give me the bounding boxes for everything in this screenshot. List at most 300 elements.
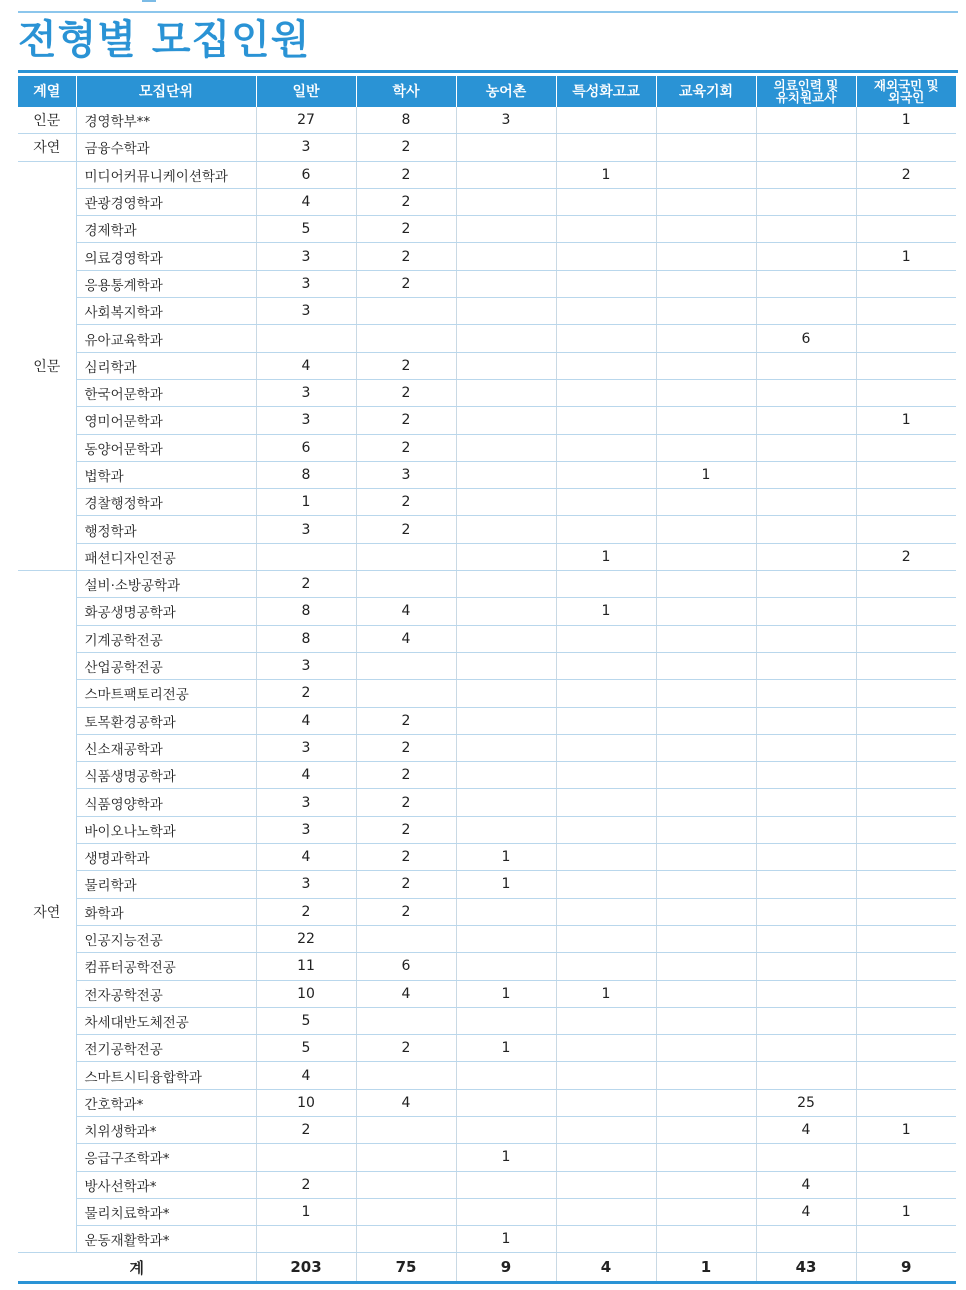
unit-cell: 화공생명공학과	[76, 598, 256, 625]
rural-cell	[456, 216, 556, 243]
opportunity-cell	[656, 1116, 756, 1143]
header-medical-line2: 유치원교사	[775, 89, 837, 105]
vocational-cell	[556, 1226, 656, 1253]
rural-cell	[456, 1116, 556, 1143]
vocational-cell	[556, 1198, 656, 1225]
general-cell: 3	[256, 816, 356, 843]
rural-cell	[456, 789, 556, 816]
overseas-cell	[856, 789, 956, 816]
general-cell: 3	[256, 298, 356, 325]
general-cell: 4	[256, 188, 356, 215]
general-cell: 3	[256, 789, 356, 816]
unit-cell: 사회복지학과	[76, 298, 256, 325]
general-cell: 11	[256, 953, 356, 980]
unit-cell: 경찰행정학과	[76, 489, 256, 516]
opportunity-cell	[656, 1089, 756, 1116]
rural-cell	[456, 352, 556, 379]
overseas-cell	[856, 270, 956, 297]
vocational-cell: 1	[556, 598, 656, 625]
vocational-cell	[556, 762, 656, 789]
rural-cell	[456, 816, 556, 843]
title-underline	[18, 70, 958, 73]
vocational-cell	[556, 1116, 656, 1143]
medical-cell	[756, 543, 856, 570]
unit-cell: 운동재활학과*	[76, 1226, 256, 1253]
vocational-cell	[556, 1062, 656, 1089]
medical-cell	[756, 571, 856, 598]
opportunity-cell	[656, 1007, 756, 1034]
admissions-table	[18, 76, 956, 1284]
general-cell: 4	[256, 707, 356, 734]
bachelor-cell	[356, 571, 456, 598]
bachelor-cell: 2	[356, 188, 456, 215]
bachelor-cell: 4	[356, 1089, 456, 1116]
bachelor-cell	[356, 652, 456, 679]
medical-cell	[756, 1062, 856, 1089]
medical-cell	[756, 953, 856, 980]
rural-cell	[456, 707, 556, 734]
bachelor-cell: 2	[356, 161, 456, 188]
rural-cell	[456, 762, 556, 789]
bachelor-cell: 2	[356, 844, 456, 871]
unit-cell: 한국어문학과	[76, 379, 256, 406]
general-cell: 8	[256, 461, 356, 488]
rural-cell: 1	[456, 980, 556, 1007]
total-bachelor: 75	[356, 1253, 456, 1283]
overseas-cell: 2	[856, 543, 956, 570]
overseas-cell	[856, 571, 956, 598]
medical-cell	[756, 762, 856, 789]
bachelor-cell: 2	[356, 379, 456, 406]
medical-cell: 25	[756, 1089, 856, 1116]
bachelor-cell: 4	[356, 625, 456, 652]
opportunity-cell	[656, 352, 756, 379]
rural-cell	[456, 379, 556, 406]
table-row	[18, 188, 956, 215]
table-row	[18, 107, 956, 134]
general-cell: 1	[256, 1198, 356, 1225]
overseas-cell	[856, 1171, 956, 1198]
unit-cell: 심리학과	[76, 352, 256, 379]
bachelor-cell	[356, 1007, 456, 1034]
vocational-cell	[556, 461, 656, 488]
general-cell: 3	[256, 407, 356, 434]
general-cell: 10	[256, 1089, 356, 1116]
medical-cell	[756, 188, 856, 215]
rural-cell	[456, 734, 556, 761]
overseas-cell	[856, 1062, 956, 1089]
bachelor-cell: 2	[356, 489, 456, 516]
medical-cell	[756, 789, 856, 816]
unit-cell: 법학과	[76, 461, 256, 488]
general-cell: 8	[256, 625, 356, 652]
rural-cell	[456, 680, 556, 707]
overseas-cell: 1	[856, 1116, 956, 1143]
bachelor-cell: 3	[356, 461, 456, 488]
unit-cell: 치위생학과*	[76, 1116, 256, 1143]
overseas-cell: 2	[856, 161, 956, 188]
bachelor-cell	[356, 298, 456, 325]
vocational-cell	[556, 325, 656, 352]
table-row	[18, 1171, 956, 1198]
vocational-cell	[556, 216, 656, 243]
vocational-cell	[556, 134, 656, 161]
opportunity-cell	[656, 270, 756, 297]
opportunity-cell	[656, 625, 756, 652]
table-row	[18, 434, 956, 461]
opportunity-cell	[656, 598, 756, 625]
total-opportunity: 1	[656, 1253, 756, 1283]
category-cell: 인문	[18, 107, 76, 134]
unit-cell: 생명과학과	[76, 844, 256, 871]
rural-cell: 1	[456, 844, 556, 871]
overseas-cell	[856, 652, 956, 679]
vocational-cell	[556, 489, 656, 516]
vocational-cell	[556, 680, 656, 707]
table-row	[18, 980, 956, 1007]
medical-cell	[756, 816, 856, 843]
medical-cell	[756, 707, 856, 734]
rural-cell	[456, 298, 556, 325]
overseas-cell	[856, 980, 956, 1007]
vocational-cell	[556, 571, 656, 598]
rural-cell: 1	[456, 1226, 556, 1253]
vocational-cell	[556, 625, 656, 652]
vocational-cell	[556, 1035, 656, 1062]
overseas-cell	[856, 325, 956, 352]
table-row	[18, 516, 956, 543]
rural-cell: 1	[456, 871, 556, 898]
table-row	[18, 925, 956, 952]
table-row	[18, 161, 956, 188]
bachelor-cell	[356, 1226, 456, 1253]
rural-cell	[456, 270, 556, 297]
opportunity-cell	[656, 134, 756, 161]
general-cell: 4	[256, 844, 356, 871]
general-cell	[256, 325, 356, 352]
header-row	[18, 76, 956, 107]
header-overseas-line2: 외국인	[888, 89, 925, 105]
general-cell: 3	[256, 871, 356, 898]
general-cell: 3	[256, 243, 356, 270]
table-row	[18, 680, 956, 707]
bachelor-cell: 2	[356, 871, 456, 898]
overseas-cell	[856, 734, 956, 761]
overseas-cell	[856, 762, 956, 789]
vocational-cell	[556, 898, 656, 925]
total-row	[18, 1253, 956, 1283]
table-row	[18, 461, 956, 488]
category-cell: 자연	[18, 571, 76, 1253]
medical-cell	[756, 516, 856, 543]
opportunity-cell	[656, 434, 756, 461]
medical-cell	[756, 489, 856, 516]
general-cell	[256, 1144, 356, 1171]
opportunity-cell	[656, 871, 756, 898]
vocational-cell	[556, 516, 656, 543]
unit-cell: 유아교육학과	[76, 325, 256, 352]
vocational-cell	[556, 270, 656, 297]
vocational-cell	[556, 379, 656, 406]
unit-cell: 패션디자인전공	[76, 543, 256, 570]
bachelor-cell: 2	[356, 707, 456, 734]
overseas-cell: 1	[856, 243, 956, 270]
opportunity-cell	[656, 1035, 756, 1062]
general-cell: 10	[256, 980, 356, 1007]
unit-cell: 관광경영학과	[76, 188, 256, 215]
bachelor-cell	[356, 1144, 456, 1171]
vocational-cell	[556, 352, 656, 379]
header-rural: 농어촌	[456, 76, 556, 107]
vocational-cell	[556, 1007, 656, 1034]
general-cell: 8	[256, 598, 356, 625]
medical-cell	[756, 352, 856, 379]
vocational-cell	[556, 1144, 656, 1171]
bachelor-cell: 8	[356, 107, 456, 134]
vocational-cell	[556, 407, 656, 434]
bachelor-cell	[356, 1198, 456, 1225]
bachelor-cell: 2	[356, 516, 456, 543]
table-row	[18, 871, 956, 898]
table-row	[18, 352, 956, 379]
medical-cell	[756, 243, 856, 270]
general-cell	[256, 1226, 356, 1253]
unit-cell: 토목환경공학과	[76, 707, 256, 734]
opportunity-cell	[656, 107, 756, 134]
overseas-cell	[856, 434, 956, 461]
vocational-cell	[556, 953, 656, 980]
bachelor-cell: 4	[356, 598, 456, 625]
medical-cell: 4	[756, 1198, 856, 1225]
opportunity-cell	[656, 816, 756, 843]
general-cell: 5	[256, 216, 356, 243]
header-medical-line1: 의료인력 및	[773, 77, 839, 93]
table-row	[18, 571, 956, 598]
rural-cell	[456, 407, 556, 434]
opportunity-cell	[656, 789, 756, 816]
header-general: 일반	[256, 76, 356, 107]
unit-cell: 스마트시티융합학과	[76, 1062, 256, 1089]
opportunity-cell	[656, 707, 756, 734]
opportunity-cell	[656, 543, 756, 570]
bachelor-cell: 2	[356, 734, 456, 761]
vocational-cell	[556, 298, 656, 325]
table-row	[18, 298, 956, 325]
total-medical: 43	[756, 1253, 856, 1283]
general-cell: 6	[256, 434, 356, 461]
vocational-cell	[556, 816, 656, 843]
table-row	[18, 1062, 956, 1089]
general-cell	[256, 543, 356, 570]
general-cell: 2	[256, 571, 356, 598]
medical-cell	[756, 379, 856, 406]
general-cell: 4	[256, 762, 356, 789]
rural-cell	[456, 434, 556, 461]
general-cell: 3	[256, 516, 356, 543]
unit-cell: 의료경영학과	[76, 243, 256, 270]
bachelor-cell	[356, 1062, 456, 1089]
table-row	[18, 134, 956, 161]
bachelor-cell: 2	[356, 1035, 456, 1062]
medical-cell	[756, 734, 856, 761]
vocational-cell	[556, 1171, 656, 1198]
opportunity-cell	[656, 1198, 756, 1225]
medical-cell	[756, 298, 856, 325]
header-category: 계열	[18, 76, 76, 107]
rural-cell	[456, 1062, 556, 1089]
table-row	[18, 379, 956, 406]
overseas-cell	[856, 489, 956, 516]
opportunity-cell	[656, 953, 756, 980]
unit-cell: 산업공학전공	[76, 652, 256, 679]
bachelor-cell	[356, 1171, 456, 1198]
opportunity-cell	[656, 762, 756, 789]
overseas-cell	[856, 1226, 956, 1253]
header-bachelor: 학사	[356, 76, 456, 107]
overseas-cell	[856, 461, 956, 488]
unit-cell: 경제학과	[76, 216, 256, 243]
overseas-cell	[856, 216, 956, 243]
table-row	[18, 898, 956, 925]
opportunity-cell	[656, 652, 756, 679]
medical-cell	[756, 598, 856, 625]
unit-cell: 미디어커뮤니케이션학과	[76, 161, 256, 188]
overseas-cell: 1	[856, 107, 956, 134]
rural-cell	[456, 598, 556, 625]
overseas-cell	[856, 625, 956, 652]
medical-cell	[756, 434, 856, 461]
general-cell: 2	[256, 1116, 356, 1143]
table-row	[18, 598, 956, 625]
unit-cell: 간호학과*	[76, 1089, 256, 1116]
unit-cell: 컴퓨터공학전공	[76, 953, 256, 980]
vocational-cell	[556, 734, 656, 761]
vocational-cell	[556, 871, 656, 898]
opportunity-cell	[656, 188, 756, 215]
opportunity-cell	[656, 1062, 756, 1089]
medical-cell	[756, 1144, 856, 1171]
rural-cell	[456, 543, 556, 570]
rural-cell	[456, 516, 556, 543]
general-cell: 5	[256, 1007, 356, 1034]
opportunity-cell	[656, 1171, 756, 1198]
table-row	[18, 1035, 956, 1062]
overseas-cell	[856, 953, 956, 980]
table-row	[18, 625, 956, 652]
overseas-cell	[856, 598, 956, 625]
overseas-cell	[856, 1144, 956, 1171]
overseas-cell	[856, 844, 956, 871]
overseas-cell	[856, 298, 956, 325]
medical-cell	[756, 407, 856, 434]
bachelor-cell: 2	[356, 270, 456, 297]
general-cell: 4	[256, 352, 356, 379]
rural-cell	[456, 1007, 556, 1034]
vocational-cell: 1	[556, 980, 656, 1007]
general-cell: 3	[256, 379, 356, 406]
category-cell: 자연	[18, 134, 76, 161]
top-rule-mark	[142, 0, 156, 2]
rural-cell	[456, 1089, 556, 1116]
rural-cell	[456, 571, 556, 598]
vocational-cell	[556, 844, 656, 871]
medical-cell	[756, 1035, 856, 1062]
rural-cell: 1	[456, 1035, 556, 1062]
overseas-cell	[856, 925, 956, 952]
overseas-cell	[856, 1089, 956, 1116]
overseas-cell	[856, 1035, 956, 1062]
bachelor-cell	[356, 543, 456, 570]
unit-cell: 식품생명공학과	[76, 762, 256, 789]
bachelor-cell	[356, 325, 456, 352]
unit-cell: 경영학부**	[76, 107, 256, 134]
total-rural: 9	[456, 1253, 556, 1283]
opportunity-cell	[656, 516, 756, 543]
medical-cell	[756, 844, 856, 871]
overseas-cell	[856, 134, 956, 161]
bachelor-cell: 2	[356, 898, 456, 925]
vocational-cell	[556, 188, 656, 215]
rural-cell	[456, 1171, 556, 1198]
overseas-cell	[856, 516, 956, 543]
vocational-cell: 1	[556, 161, 656, 188]
table-row	[18, 1226, 956, 1253]
opportunity-cell	[656, 734, 756, 761]
opportunity-cell	[656, 1144, 756, 1171]
medical-cell	[756, 161, 856, 188]
vocational-cell	[556, 107, 656, 134]
unit-cell: 행정학과	[76, 516, 256, 543]
unit-cell: 식품영양학과	[76, 789, 256, 816]
total-overseas: 9	[856, 1253, 956, 1283]
unit-cell: 인공지능전공	[76, 925, 256, 952]
rural-cell	[456, 625, 556, 652]
medical-cell	[756, 216, 856, 243]
medical-cell: 4	[756, 1171, 856, 1198]
table-row	[18, 734, 956, 761]
unit-cell: 차세대반도체전공	[76, 1007, 256, 1034]
page-title: 전형별 모집인원	[18, 17, 311, 63]
general-cell: 6	[256, 161, 356, 188]
unit-cell: 스마트팩토리전공	[76, 680, 256, 707]
bachelor-cell: 2	[356, 243, 456, 270]
overseas-cell	[856, 871, 956, 898]
general-cell: 2	[256, 1171, 356, 1198]
unit-cell: 응급구조학과*	[76, 1144, 256, 1171]
vocational-cell	[556, 707, 656, 734]
opportunity-cell: 1	[656, 461, 756, 488]
general-cell: 3	[256, 734, 356, 761]
unit-cell: 방사선학과*	[76, 1171, 256, 1198]
opportunity-cell	[656, 161, 756, 188]
rural-cell: 1	[456, 1144, 556, 1171]
rural-cell	[456, 1198, 556, 1225]
vocational-cell	[556, 1089, 656, 1116]
vocational-cell	[556, 434, 656, 461]
table-row	[18, 844, 956, 871]
general-cell: 4	[256, 1062, 356, 1089]
vocational-cell	[556, 789, 656, 816]
general-cell: 2	[256, 898, 356, 925]
table-row	[18, 1144, 956, 1171]
opportunity-cell	[656, 1226, 756, 1253]
bachelor-cell: 2	[356, 789, 456, 816]
medical-cell	[756, 1226, 856, 1253]
bachelor-cell: 2	[356, 407, 456, 434]
general-cell: 2	[256, 680, 356, 707]
table-row	[18, 216, 956, 243]
unit-cell: 화학과	[76, 898, 256, 925]
